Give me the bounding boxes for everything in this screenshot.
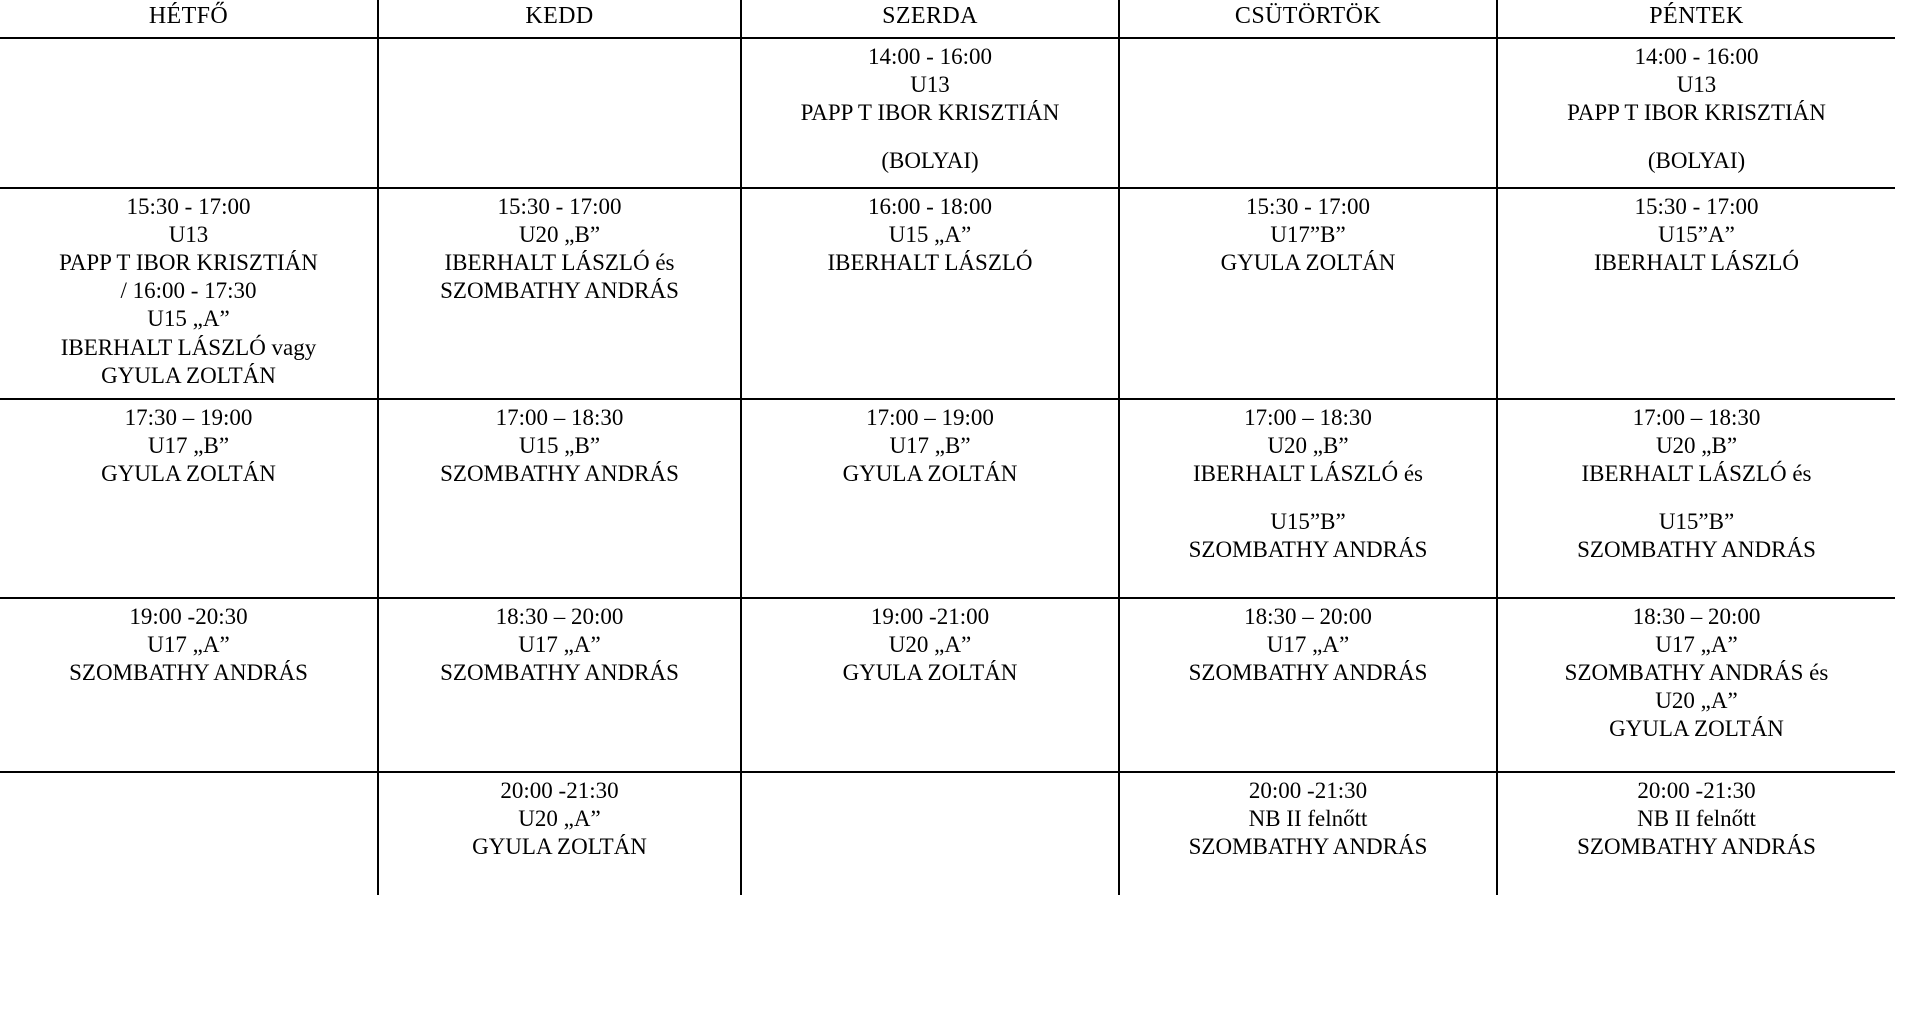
cell-line: U15 „A” [888, 222, 972, 248]
schedule-cell-wednesday-1 [741, 188, 1119, 398]
cell-content [6, 777, 371, 791]
cell-content [6, 43, 371, 57]
cell-line: PAPP T IBOR KRISZTIÁN [59, 250, 318, 276]
cell-line: 18:30 – 20:00 [495, 603, 624, 629]
cell-line: SZOMBATHY ANDRÁS és [1564, 659, 1829, 685]
cell-line: 18:30 – 20:00 [1632, 603, 1761, 629]
cell-line: 14:00 - 16:00 [1634, 44, 1759, 70]
cell-line: 20:00 -21:30 [500, 777, 619, 803]
schedule-cell-monday-1 [0, 188, 378, 398]
cell-line: IBERHALT LÁSZLÓ és [1581, 460, 1812, 486]
cell-line: IBERHALT LÁSZLÓ [1593, 250, 1800, 276]
header-row [0, 0, 1895, 38]
cell-line: (BOLYAI) [881, 148, 979, 174]
cell-line: 19:00 -20:30 [129, 603, 248, 629]
cell-line: 15:30 - 17:00 [1634, 194, 1759, 220]
schedule-cell-tuesday-3 [378, 598, 741, 772]
cell-line: U17 „B” [147, 432, 230, 458]
cell-content [1504, 43, 1889, 175]
cell-content [748, 43, 1112, 175]
cell-line: 17:00 – 18:30 [1244, 404, 1372, 430]
cell-content [1504, 404, 1889, 564]
cell-content [748, 603, 1112, 687]
table-row [0, 598, 1895, 772]
empty-cell [385, 43, 734, 57]
cell-line: PAPP T IBOR KRISZTIÁN [1567, 100, 1826, 126]
cell-content [6, 193, 371, 389]
table-header [0, 0, 1895, 38]
schedule-cell-thursday-4 [1119, 772, 1497, 895]
cell-content [1126, 603, 1490, 687]
cell-line: IBERHALT LÁSZLÓ és [1193, 460, 1423, 486]
schedule-cell-tuesday-4 [378, 772, 741, 895]
empty-cell [6, 777, 371, 791]
cell-line: SZOMBATHY ANDRÁS [1188, 833, 1428, 859]
cell-line: 17:00 – 19:00 [866, 404, 994, 430]
cell-line: GYULA ZOLTÁN [1220, 250, 1396, 276]
cell-line: SZOMBATHY ANDRÁS [440, 460, 679, 486]
schedule-cell-thursday-0 [1119, 38, 1497, 188]
cell-line: U15”A” [1658, 222, 1735, 248]
cell-line: SZOMBATHY ANDRÁS [1577, 536, 1816, 562]
cell-line: IBERHALT LÁSZLÓ [827, 250, 1033, 276]
cell-line: IBERHALT LÁSZLÓ vagy [60, 334, 317, 360]
cell-line: SZOMBATHY ANDRÁS [1188, 659, 1428, 685]
cell-line: GYULA ZOLTÁN [842, 659, 1018, 685]
schedule-cell-thursday-3 [1119, 598, 1497, 772]
schedule-cell-tuesday-1 [378, 188, 741, 398]
cell-line: U13 [910, 72, 950, 98]
cell-content [748, 404, 1112, 488]
cell-line: SZOMBATHY ANDRÁS [1188, 536, 1428, 562]
cell-line: U20 „A” [518, 805, 601, 831]
schedule-cell-friday-1 [1497, 188, 1895, 398]
cell-content [1504, 193, 1889, 277]
cell-content [1126, 404, 1490, 564]
cell-content [6, 404, 371, 488]
schedule-cell-thursday-1 [1119, 188, 1497, 398]
schedule-cell-monday-0 [0, 38, 378, 188]
cell-line: U17 „A” [1655, 631, 1738, 657]
cell-line: SZOMBATHY ANDRÁS [440, 659, 679, 685]
table-body [0, 38, 1895, 894]
column-header-wednesday: SZERDA [741, 0, 1119, 38]
schedule-cell-monday-4 [0, 772, 378, 895]
schedule-cell-thursday-2 [1119, 399, 1497, 598]
schedule-cell-friday-3 [1497, 598, 1895, 772]
table-row [0, 399, 1895, 598]
cell-content [1504, 603, 1889, 743]
schedule-cell-monday-2 [0, 399, 378, 598]
cell-line: U15 „B” [518, 432, 601, 458]
cell-line: U20 „A” [888, 631, 972, 657]
cell-content [748, 777, 1112, 791]
schedule-cell-friday-2 [1497, 399, 1895, 598]
table-row [0, 188, 1895, 398]
cell-line: GYULA ZOLTÁN [1609, 715, 1784, 741]
empty-cell [6, 43, 371, 57]
schedule-cell-friday-4 [1497, 772, 1895, 895]
empty-cell [748, 777, 1112, 791]
cell-line: SZOMBATHY ANDRÁS [440, 278, 679, 304]
cell-line: U20 „A” [1655, 687, 1738, 713]
cell-line: 18:30 – 20:00 [1244, 603, 1372, 629]
cell-line: NB II felnőtt [1637, 805, 1756, 831]
table-row [0, 38, 1895, 188]
cell-line: 14:00 - 16:00 [868, 44, 992, 70]
cell-line: GYULA ZOLTÁN [472, 833, 647, 859]
cell-line: GYULA ZOLTÁN [101, 362, 276, 388]
column-header-tuesday: KEDD [378, 0, 741, 38]
cell-line: U13 [168, 222, 209, 248]
cell-content [385, 193, 734, 305]
schedule-cell-tuesday-0 [378, 38, 741, 188]
cell-line: (BOLYAI) [1647, 148, 1746, 174]
cell-content [1126, 777, 1490, 861]
column-header-thursday: CSÜTÖRTÖK [1119, 0, 1497, 38]
cell-line: 20:00 -21:30 [1637, 777, 1756, 803]
cell-line: / 16:00 - 17:30 [120, 278, 257, 304]
cell-content [748, 193, 1112, 277]
cell-line: 15:30 - 17:00 [1246, 194, 1370, 220]
cell-content [1126, 193, 1490, 277]
cell-content [385, 777, 734, 861]
cell-line: U13 [1676, 72, 1717, 98]
cell-line: U15 „A” [147, 306, 230, 332]
table-row [0, 772, 1895, 895]
cell-line: NB II felnőtt [1248, 805, 1368, 831]
cell-line: 15:30 - 17:00 [126, 194, 251, 220]
cell-content [385, 43, 734, 57]
cell-line: 17:00 – 18:30 [1632, 404, 1761, 430]
cell-content [1126, 43, 1490, 57]
cell-line: U20 „B” [518, 222, 601, 248]
cell-line: SZOMBATHY ANDRÁS [1577, 833, 1816, 859]
cell-line: PAPP T IBOR KRISZTIÁN [800, 100, 1060, 126]
cell-line: U15”B” [1658, 508, 1735, 534]
empty-cell [1126, 43, 1490, 57]
cell-content [385, 404, 734, 488]
schedule-cell-wednesday-4 [741, 772, 1119, 895]
cell-line: 20:00 -21:30 [1248, 777, 1368, 803]
cell-line: U17”B” [1270, 222, 1346, 248]
schedule-cell-monday-3 [0, 598, 378, 772]
cell-line: U17 „A” [1266, 631, 1350, 657]
cell-line: 17:30 – 19:00 [124, 404, 253, 430]
schedule-cell-friday-0 [1497, 38, 1895, 188]
cell-line: IBERHALT LÁSZLÓ és [444, 250, 675, 276]
column-header-monday: HÉTFŐ [0, 0, 378, 38]
cell-line: 15:30 - 17:00 [497, 194, 622, 220]
schedule-cell-wednesday-0 [741, 38, 1119, 188]
cell-line: U17 „A” [147, 631, 230, 657]
cell-line: SZOMBATHY ANDRÁS [69, 659, 308, 685]
cell-line: U17 „A” [518, 631, 601, 657]
cell-line: GYULA ZOLTÁN [842, 460, 1018, 486]
schedule-cell-tuesday-2 [378, 399, 741, 598]
cell-line: GYULA ZOLTÁN [101, 460, 276, 486]
cell-content [385, 603, 734, 687]
column-header-friday: PÉNTEK [1497, 0, 1895, 38]
schedule-cell-wednesday-3 [741, 598, 1119, 772]
cell-content [6, 603, 371, 687]
cell-line: 16:00 - 18:00 [868, 194, 992, 220]
cell-line: U20 „B” [1267, 432, 1349, 458]
cell-line: 19:00 -21:00 [870, 603, 990, 629]
cell-line: U20 „B” [1655, 432, 1738, 458]
cell-line: 17:00 – 18:30 [495, 404, 624, 430]
cell-content [1504, 777, 1889, 861]
schedule-cell-wednesday-2 [741, 399, 1119, 598]
cell-line: U17 „B” [889, 432, 971, 458]
cell-line: U15”B” [1270, 508, 1346, 534]
